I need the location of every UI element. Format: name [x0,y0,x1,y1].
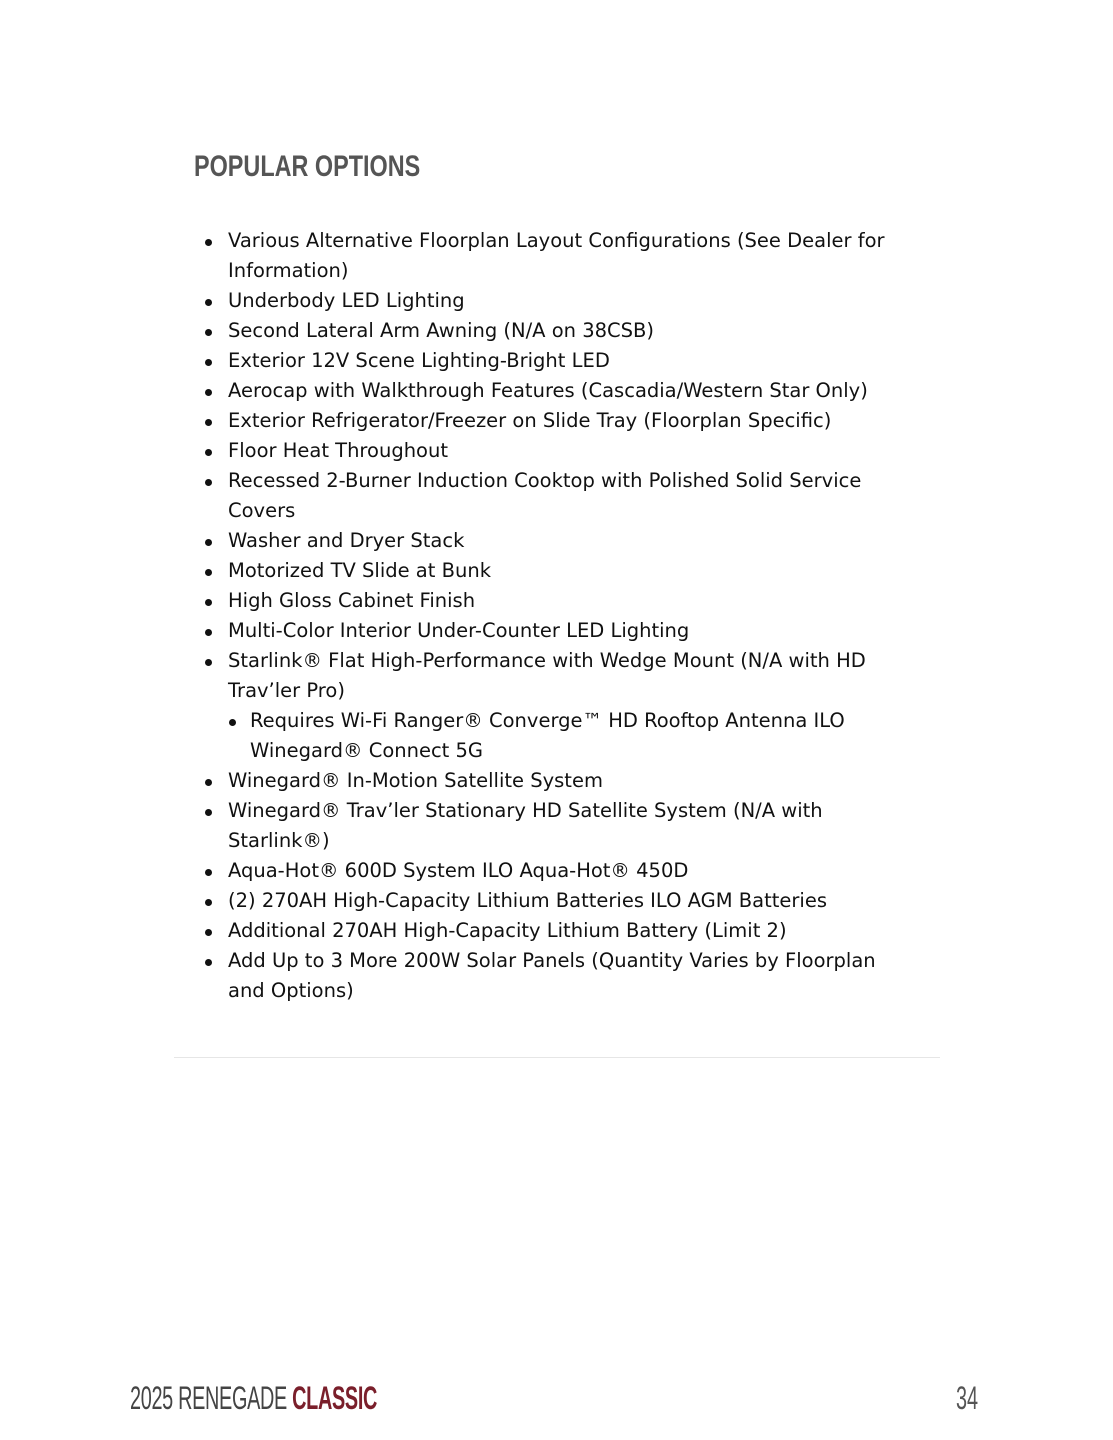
popular-options-list [228,226,918,1006]
list-item-text: Exterior Refrigerator/Freezer on Slide Tray (Floorplan Specific) [228,409,832,432]
list-item [228,406,918,436]
list-item-text: (2) 270AH High-Capacity Lithium Batteries ILO AGM Batteries [228,889,827,912]
list-item [228,376,918,406]
list-item [228,286,918,316]
list-item [250,706,918,766]
list-item [228,766,918,796]
list-item-text: Washer and Dryer Stack [228,529,465,552]
list-item-text: Winegard® Trav’ler Stationary HD Satellite System (N/A with [228,799,823,822]
list-item [228,466,918,526]
list-item [228,346,918,376]
list-item [228,856,918,886]
list-item-text: Motorized TV Slide at Bunk [228,559,491,582]
list-item [228,916,918,946]
list-item-text: Add Up to 3 More 200W Solar Panels (Quantity Varies by Floorplan [228,949,876,972]
list-item-text: Second Lateral Arm Awning (N/A on 38CSB) [228,319,655,342]
footer-brand [130,1380,377,1417]
list-item-text: Multi-Color Interior Under-Counter LED Lighting [228,619,690,642]
section-title: POPULAR OPTIONS [194,150,421,183]
list-item [228,946,918,1006]
list-item-text: and Options) [228,979,354,1002]
page-number: 34 [956,1380,979,1416]
list-item [228,526,918,556]
list-item-text: Requires Wi-Fi Ranger® Converge™ HD Rooftop Antenna ILO [250,709,845,732]
list-item-text: Additional 270AH High-Capacity Lithium Battery (Limit 2) [228,919,787,942]
list-item-text: Trav’ler Pro) [228,679,345,702]
list-item-text: Starlink®) [228,829,330,852]
list-item [228,436,918,466]
sub-list [228,706,918,766]
list-item [228,796,918,856]
list-item-text: Winegard® In-Motion Satellite System [228,769,603,792]
footer-brand-prefix: 2025 RENEGADE [130,1380,293,1416]
list-item [228,616,918,646]
list-item-text: Aerocap with Walkthrough Features (Cascadia/Western Star Only) [228,379,868,402]
list-item-text: Various Alternative Floorplan Layout Configurations (See Dealer for [228,229,885,252]
section-divider [174,1057,940,1058]
list-item [228,886,918,916]
list-item [228,556,918,586]
list-item [228,226,918,286]
list-item-text: Underbody LED Lighting [228,289,465,312]
list-item-text: Floor Heat Throughout [228,439,448,462]
list-item-text: High Gloss Cabinet Finish [228,589,476,612]
list-item-text: Information) [228,259,349,282]
list-item [228,646,918,766]
list-item [228,316,918,346]
footer-brand-accent: CLASSIC [292,1380,378,1416]
list-item-text: Aqua-Hot® 600D System ILO Aqua-Hot® 450D [228,859,689,882]
list-item-text: Winegard® Connect 5G [250,739,484,762]
list-item-text: Exterior 12V Scene Lighting-Bright LED [228,349,610,372]
list-item-text: Recessed 2-Burner Induction Cooktop with Polished Solid Service [228,469,862,492]
list-item-text: Covers [228,499,296,522]
list-item [228,586,918,616]
list-item-text: Starlink® Flat High-Performance with Wedge Mount (N/A with HD [228,649,866,672]
